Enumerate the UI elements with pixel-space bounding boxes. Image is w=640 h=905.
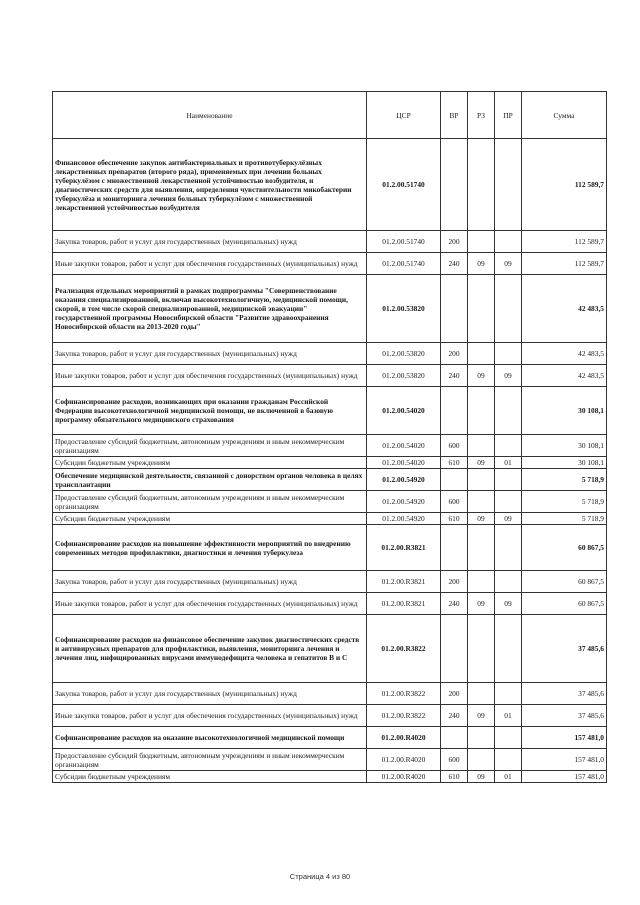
table-body xyxy=(53,139,607,783)
cell-name: Иные закупки товаров, работ и услуг для обеспечения государственных (муниципальных) нужд xyxy=(53,593,367,615)
cell-name: Реализация отдельных мероприятий в рамках подпрограммы "Совершенствование оказания специализированной, включая высокотехнологичную, медицинской помощи, скорой, в том числе скорой специализированной, медицинской эвакуации" государственной программы Новосибирской области "Развитие здравоохранения Новосибирской области на 2013-2020 годы" xyxy=(53,275,367,343)
cell-vr: 200 xyxy=(441,231,468,253)
cell-name: Субсидии бюджетным учреждениям xyxy=(53,771,367,783)
cell-sum: 157 481,0 xyxy=(522,727,607,749)
cell-vr xyxy=(441,525,468,571)
cell-rz xyxy=(468,343,495,365)
cell-name: Закупка товаров, работ и услуг для государственных (муниципальных) нужд xyxy=(53,571,367,593)
cell-pr xyxy=(495,469,522,491)
cell-vr xyxy=(441,469,468,491)
table-row xyxy=(53,593,607,615)
cell-csr: 01.2.00.R3822 xyxy=(367,705,441,727)
table-row xyxy=(53,139,607,231)
cell-name: Иные закупки товаров, работ и услуг для обеспечения государственных (муниципальных) нужд xyxy=(53,365,367,387)
cell-csr: 01.2.00.54920 xyxy=(367,469,441,491)
cell-name: Закупка товаров, работ и услуг для государственных (муниципальных) нужд xyxy=(53,231,367,253)
cell-pr xyxy=(495,491,522,513)
table-row xyxy=(53,457,607,469)
cell-vr: 240 xyxy=(441,365,468,387)
cell-sum: 60 867,5 xyxy=(522,525,607,571)
cell-csr: 01.2.00.R4020 xyxy=(367,749,441,771)
cell-sum: 60 867,5 xyxy=(522,593,607,615)
cell-name: Софинансирование расходов на финансовое обеспечение закупок диагностических средств и антивирусных препаратов для профилактики, выявления, мониторинга лечения и лечения лиц, инфицированных вирусами иммунодефицита человека и гепатитов В и С xyxy=(53,615,367,683)
cell-csr: 01.2.00.54020 xyxy=(367,387,441,435)
cell-vr xyxy=(441,139,468,231)
cell-rz xyxy=(468,387,495,435)
cell-csr: 01.2.00.54020 xyxy=(367,435,441,457)
cell-rz xyxy=(468,469,495,491)
cell-sum: 112 589,7 xyxy=(522,253,607,275)
table-row xyxy=(53,387,607,435)
table-row xyxy=(53,365,607,387)
cell-sum: 112 589,7 xyxy=(522,139,607,231)
cell-pr: 01 xyxy=(495,457,522,469)
cell-csr: 01.2.00.R3822 xyxy=(367,683,441,705)
cell-rz xyxy=(468,615,495,683)
cell-rz xyxy=(468,571,495,593)
table-row xyxy=(53,615,607,683)
cell-pr xyxy=(495,343,522,365)
cell-pr xyxy=(495,749,522,771)
cell-name: Субсидии бюджетным учреждениям xyxy=(53,513,367,525)
table-row xyxy=(53,231,607,253)
cell-rz xyxy=(468,139,495,231)
table-row xyxy=(53,491,607,513)
cell-name: Предоставление субсидий бюджетным, автономным учреждениям и иным некоммерческим организациям xyxy=(53,435,367,457)
table-row xyxy=(53,571,607,593)
cell-pr: 01 xyxy=(495,705,522,727)
cell-rz xyxy=(468,275,495,343)
cell-sum: 5 718,9 xyxy=(522,513,607,525)
cell-csr: 01.2.00.R4020 xyxy=(367,727,441,749)
table-header-row xyxy=(53,92,607,139)
cell-sum: 30 108,1 xyxy=(522,387,607,435)
cell-csr: 01.2.00.R4020 xyxy=(367,771,441,783)
cell-name: Предоставление субсидий бюджетным, автономным учреждениям и иным некоммерческим организациям xyxy=(53,749,367,771)
cell-csr: 01.2.00.51740 xyxy=(367,253,441,275)
budget-table xyxy=(52,91,607,783)
cell-vr: 600 xyxy=(441,491,468,513)
cell-pr xyxy=(495,525,522,571)
cell-rz: 09 xyxy=(468,457,495,469)
table-row xyxy=(53,343,607,365)
cell-name: Иные закупки товаров, работ и услуг для обеспечения государственных (муниципальных) нужд xyxy=(53,705,367,727)
cell-csr: 01.2.00.54920 xyxy=(367,513,441,525)
cell-pr xyxy=(495,139,522,231)
table-row xyxy=(53,771,607,783)
cell-name: Финансовое обеспечение закупок антибактериальных и противотуберкулёзных лекарственных препаратов (второго ряда), применяемых при лечении больных туберкулёзом с множественной лекарственной устойчивостью возбудителя, и диагностических средств для выявления, определения чувствительности микобактерии туберкулёза и мониторинга лечения больных туберкулёзом с множественной лекарственной устойчивостью возбудителя xyxy=(53,139,367,231)
cell-name: Софинансирование расходов, возникающих при оказании гражданам Российской Федерации высокотехнологичной медицинской помощи, не включенной в базовую программу обязательного медицинского страхования xyxy=(53,387,367,435)
cell-csr: 01.2.00.53820 xyxy=(367,343,441,365)
cell-csr: 01.2.00.54020 xyxy=(367,457,441,469)
cell-name: Софинансирование расходов на повышение эффективности мероприятий по внедрению современных методов профилактики, диагностики и лечения туберкулеза xyxy=(53,525,367,571)
cell-pr xyxy=(495,387,522,435)
cell-vr xyxy=(441,727,468,749)
cell-rz xyxy=(468,749,495,771)
cell-sum: 42 483,5 xyxy=(522,343,607,365)
cell-vr: 600 xyxy=(441,435,468,457)
cell-sum: 157 481,0 xyxy=(522,749,607,771)
cell-pr xyxy=(495,727,522,749)
cell-rz xyxy=(468,435,495,457)
cell-name: Закупка товаров, работ и услуг для государственных (муниципальных) нужд xyxy=(53,343,367,365)
cell-csr: 01.2.00.51740 xyxy=(367,231,441,253)
cell-csr: 01.2.00.51740 xyxy=(367,139,441,231)
cell-vr: 610 xyxy=(441,457,468,469)
cell-pr xyxy=(495,615,522,683)
header-vr: ВР xyxy=(441,92,468,139)
cell-pr: 09 xyxy=(495,593,522,615)
cell-vr xyxy=(441,275,468,343)
cell-rz xyxy=(468,491,495,513)
cell-sum: 37 485,6 xyxy=(522,705,607,727)
table-row xyxy=(53,253,607,275)
cell-pr: 01 xyxy=(495,771,522,783)
table-row xyxy=(53,705,607,727)
cell-rz: 09 xyxy=(468,513,495,525)
cell-sum: 112 589,7 xyxy=(522,231,607,253)
cell-vr: 200 xyxy=(441,343,468,365)
cell-name: Иные закупки товаров, работ и услуг для обеспечения государственных (муниципальных) нужд xyxy=(53,253,367,275)
cell-name: Обеспечение медицинской деятельности, связанной с донорством органов человека в целях трансплантации xyxy=(53,469,367,491)
cell-csr: 01.2.00.R3821 xyxy=(367,571,441,593)
table-row xyxy=(53,275,607,343)
cell-vr: 610 xyxy=(441,513,468,525)
header-sum: Сумма xyxy=(522,92,607,139)
cell-pr xyxy=(495,435,522,457)
cell-csr: 01.2.00.R3821 xyxy=(367,525,441,571)
cell-pr xyxy=(495,571,522,593)
cell-csr: 01.2.00.54920 xyxy=(367,491,441,513)
table-row xyxy=(53,435,607,457)
cell-name: Закупка товаров, работ и услуг для государственных (муниципальных) нужд xyxy=(53,683,367,705)
table-row xyxy=(53,749,607,771)
cell-sum: 42 483,5 xyxy=(522,365,607,387)
cell-name: Субсидии бюджетным учреждениям xyxy=(53,457,367,469)
cell-vr xyxy=(441,387,468,435)
cell-csr: 01.2.00.R3822 xyxy=(367,615,441,683)
table-row xyxy=(53,683,607,705)
cell-sum: 5 718,9 xyxy=(522,469,607,491)
cell-vr xyxy=(441,615,468,683)
cell-rz: 09 xyxy=(468,365,495,387)
cell-rz: 09 xyxy=(468,771,495,783)
cell-vr: 600 xyxy=(441,749,468,771)
header-pr: ПР xyxy=(495,92,522,139)
table-row xyxy=(53,525,607,571)
page-number: Страница 4 из 80 xyxy=(289,872,351,881)
table-row xyxy=(53,469,607,491)
cell-rz: 09 xyxy=(468,253,495,275)
header-csr: ЦСР xyxy=(367,92,441,139)
cell-sum: 42 483,5 xyxy=(522,275,607,343)
cell-rz: 09 xyxy=(468,593,495,615)
cell-sum: 37 485,6 xyxy=(522,683,607,705)
cell-rz xyxy=(468,231,495,253)
cell-sum: 5 718,9 xyxy=(522,491,607,513)
cell-csr: 01.2.00.R3821 xyxy=(367,593,441,615)
table-row xyxy=(53,513,607,525)
cell-pr: 09 xyxy=(495,253,522,275)
cell-vr: 240 xyxy=(441,593,468,615)
cell-vr: 610 xyxy=(441,771,468,783)
cell-sum: 60 867,5 xyxy=(522,571,607,593)
cell-name: Предоставление субсидий бюджетным, автономным учреждениям и иным некоммерческим организациям xyxy=(53,491,367,513)
cell-pr xyxy=(495,231,522,253)
cell-rz xyxy=(468,727,495,749)
table-row xyxy=(53,727,607,749)
cell-pr xyxy=(495,275,522,343)
header-name: Наименование xyxy=(53,92,367,139)
cell-rz: 09 xyxy=(468,705,495,727)
cell-vr: 240 xyxy=(441,705,468,727)
cell-sum: 157 481,0 xyxy=(522,771,607,783)
cell-pr: 09 xyxy=(495,513,522,525)
cell-csr: 01.2.00.53820 xyxy=(367,365,441,387)
cell-pr xyxy=(495,683,522,705)
cell-sum: 30 108,1 xyxy=(522,435,607,457)
cell-pr: 09 xyxy=(495,365,522,387)
cell-rz xyxy=(468,525,495,571)
cell-vr: 240 xyxy=(441,253,468,275)
header-rz: РЗ xyxy=(468,92,495,139)
cell-vr: 200 xyxy=(441,683,468,705)
cell-sum: 30 108,1 xyxy=(522,457,607,469)
cell-csr: 01.2.00.53820 xyxy=(367,275,441,343)
cell-name: Софинансирование расходов на оказание высокотехнологичной медицинской помощи xyxy=(53,727,367,749)
cell-vr: 200 xyxy=(441,571,468,593)
cell-sum: 37 485,6 xyxy=(522,615,607,683)
cell-rz xyxy=(468,683,495,705)
